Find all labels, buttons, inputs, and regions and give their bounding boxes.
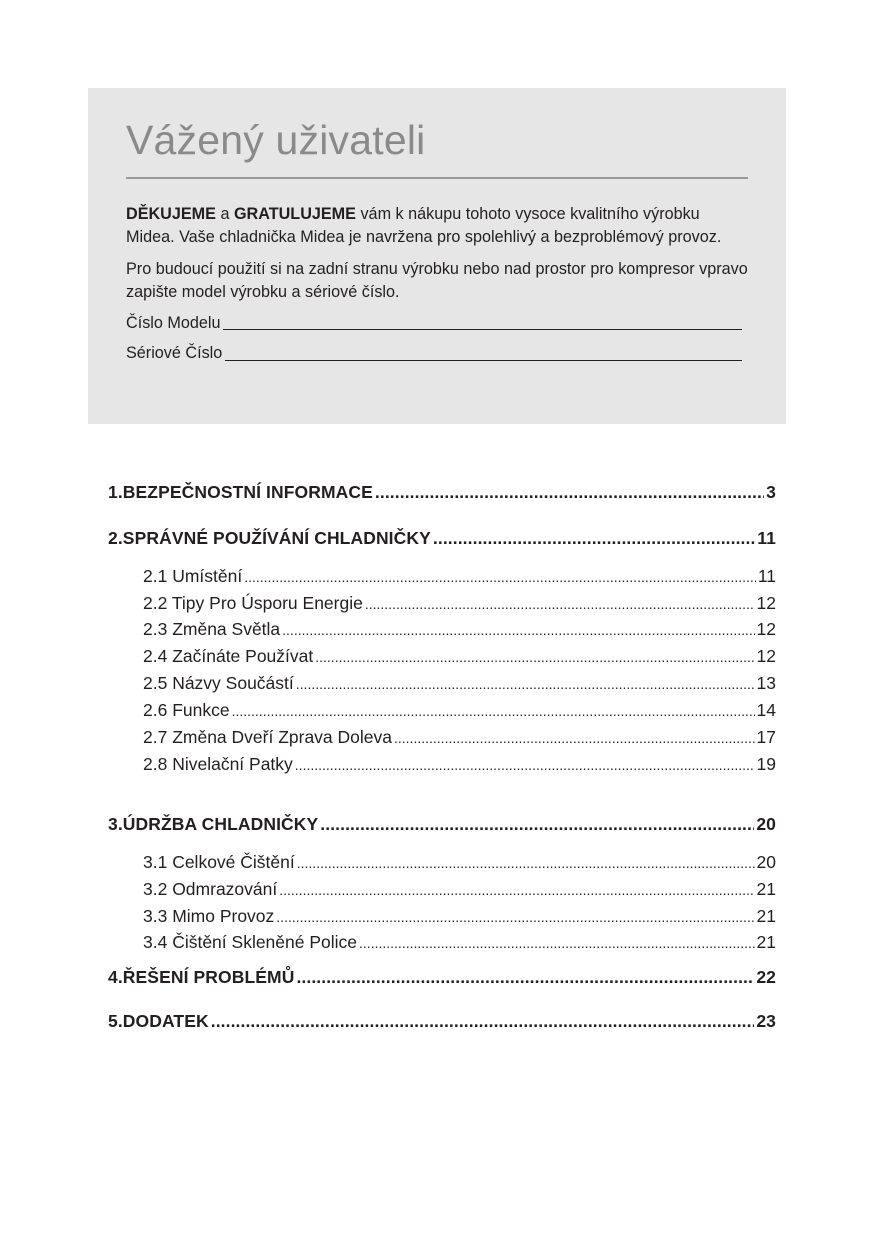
toc-section-entry (108, 967, 776, 988)
serial-number-field (126, 342, 742, 366)
intro-title: Vážený uživateli (126, 117, 426, 163)
toc-entry-title: 2.4 Začínáte Používat (143, 646, 314, 666)
toc-entry-title: 2.3 Změna Světla (143, 619, 281, 639)
toc-entry-title: 3.2 Odmrazování (143, 879, 278, 899)
toc-page-number: 11 (757, 566, 776, 586)
model-number-field (126, 312, 742, 336)
toc-entry-title: 1.BEZPEČNOSTNÍ INFORMACE (108, 482, 373, 502)
congrats-bold: GRATULUJEME (233, 204, 356, 223)
model-number-label: Číslo Modelu (126, 313, 221, 332)
toc-page-number: 11 (757, 528, 776, 548)
toc-entry-title: 4.ŘEŠENÍ PROBLÉMŮ (108, 967, 295, 987)
toc-dot-leader (232, 703, 755, 719)
toc-page-number: 13 (756, 673, 776, 693)
toc-entry-title: 2.6 Funkce (143, 700, 230, 720)
toc-section-entry (108, 814, 776, 835)
toc-dot-leader (320, 814, 754, 835)
thanks-text: vám k nákupu tohoto vysoce kvalitního výrobku Midea. Vaše chladnička Midea je navržena pro spolehlivý a bezproblémový provoz. (126, 204, 722, 247)
toc-section-entry (108, 528, 776, 549)
toc-page-number: 17 (756, 727, 776, 747)
intro-box (88, 88, 786, 424)
toc-dot-leader (282, 622, 754, 638)
toc-dot-leader (295, 757, 755, 773)
toc-section-entry (108, 482, 776, 503)
toc-entry-title: 3.4 Čištění Skleněné Police (143, 932, 358, 952)
toc-subsection-entry (108, 646, 776, 667)
toc-page-number: 12 (756, 593, 776, 613)
toc-page-number: 21 (756, 932, 776, 952)
toc-dot-leader (297, 855, 755, 871)
toc-entry-title: 2.1 Umístění (143, 566, 243, 586)
toc-page-number: 22 (756, 967, 776, 987)
toc-subsection-entry (108, 852, 776, 873)
toc-dot-leader (394, 730, 755, 746)
toc-subsection-entry (108, 619, 776, 640)
toc-page-number: 14 (756, 700, 776, 720)
toc-entry-title: 2.SPRÁVNÉ POUŽÍVÁNÍ CHLADNIČKY (108, 528, 431, 548)
toc-entry-title: 2.2 Tipy Pro Úsporu Energie (143, 593, 363, 613)
toc-dot-leader (296, 676, 755, 692)
toc-entry-title: 5.DODATEK (108, 1011, 209, 1031)
toc-entry-title: 3.ÚDRŽBA CHLADNIČKY (108, 814, 319, 834)
toc-subsection-entry (108, 700, 776, 721)
toc-dot-leader (211, 1011, 755, 1032)
toc-dot-leader (315, 649, 754, 665)
toc-page-number: 20 (756, 814, 776, 834)
toc-dot-leader (375, 482, 764, 503)
toc-dot-leader (244, 569, 756, 585)
toc-dot-leader (279, 882, 754, 898)
record-paragraph: Pro budoucí použití si na zadní stranu výrobku nebo nad prostor pro kompresor vpravo zapište model výrobku a sériové číslo. (126, 259, 748, 302)
toc-page-number: 3 (766, 482, 776, 502)
toc-subsection-entry (108, 906, 776, 927)
toc-page-number: 21 (756, 879, 776, 899)
serial-number-label: Sériové Číslo (126, 344, 223, 363)
thanks-bold: DĚKUJEME (126, 204, 216, 223)
toc-entry-title: 2.7 Změna Dveří Zprava Doleva (143, 727, 392, 747)
toc-section-entry (108, 1011, 776, 1032)
toc-page-number: 12 (756, 646, 776, 666)
toc-page-number: 23 (756, 1011, 776, 1031)
thanks-and: a (215, 204, 234, 223)
serial-number-blank (225, 360, 742, 361)
toc-page-number: 19 (756, 754, 776, 774)
toc-subsection-entry (108, 754, 776, 775)
toc-page-number: 21 (756, 906, 776, 926)
toc-dot-leader (359, 935, 755, 951)
toc-subsection-entry (108, 932, 776, 953)
toc-dot-leader (433, 528, 755, 549)
toc-dot-leader (296, 967, 754, 988)
toc-entry-title: 3.1 Celkové Čištění (143, 852, 295, 872)
toc-dot-leader (365, 596, 755, 612)
toc-entry-title: 3.3 Mimo Provoz (143, 906, 275, 926)
model-number-blank (223, 329, 742, 330)
toc-entry-title: 2.8 Nivelační Patky (143, 754, 293, 774)
toc-dot-leader (276, 909, 754, 925)
toc-entry-title: 2.5 Názvy Součástí (143, 673, 294, 693)
intro-divider (126, 177, 748, 179)
thanks-paragraph (126, 203, 748, 250)
toc-subsection-entry (108, 673, 776, 694)
toc-subsection-entry (108, 566, 776, 587)
toc-subsection-entry (108, 593, 776, 614)
toc-subsection-entry (108, 727, 776, 748)
toc-page-number: 12 (756, 619, 776, 639)
toc-subsection-entry (108, 879, 776, 900)
toc-page-number: 20 (756, 852, 776, 872)
